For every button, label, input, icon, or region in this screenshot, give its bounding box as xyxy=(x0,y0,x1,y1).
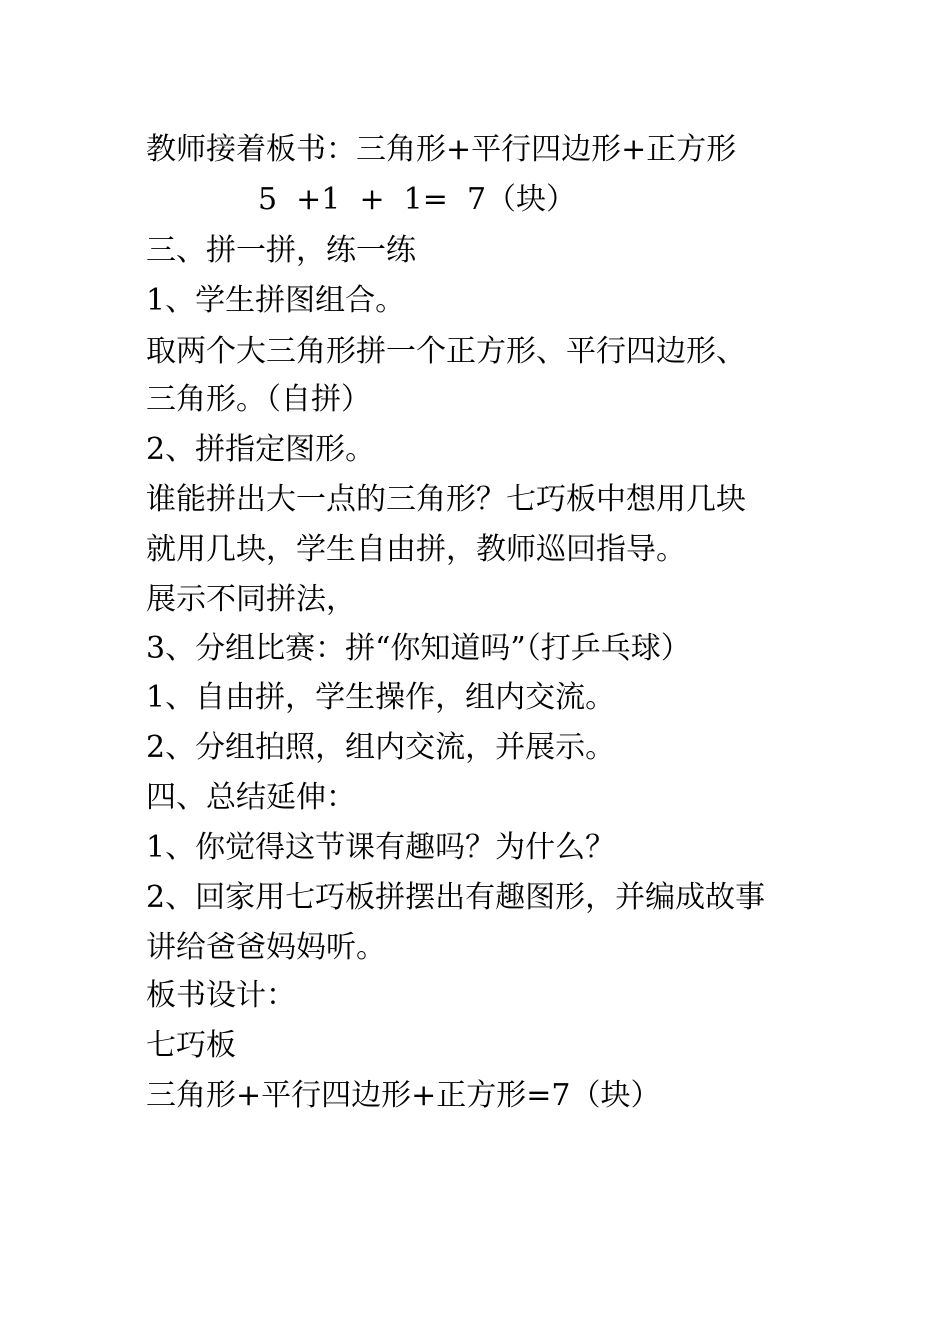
equation-line: 三角形+平行四边形+正方形=7（块） xyxy=(146,1078,661,1113)
text-line: 2、分组拍照，组内交流，并展示。 xyxy=(146,730,616,765)
text-line: 取两个大三角形拼一个正方形、平行四边形、 xyxy=(146,334,746,369)
text-line: 2、回家用七巧板拼摆出有趣图形，并编成故事 xyxy=(146,880,766,915)
text-line: 教师接着板书：三角形+平行四边形+正方形 xyxy=(146,132,737,167)
text-line: 1、自由拼，学生操作，组内交流。 xyxy=(146,680,616,715)
text-line: 谁能拼出大一点的三角形？七巧板中想用几块 xyxy=(146,482,746,517)
text-line: 三角形。（自拼） xyxy=(146,382,371,417)
section-heading: 三、拼一拼，练一练 xyxy=(146,233,416,268)
text-line: 1、学生拼图组合。 xyxy=(146,283,406,318)
text-line: 七巧板 xyxy=(146,1028,236,1063)
text-line: 展示不同拼法， xyxy=(146,582,356,617)
text-line: 讲给爸爸妈妈听。 xyxy=(146,930,386,965)
text-line: 就用几块，学生自由拼，教师巡回指导。 xyxy=(146,532,686,567)
equation-line: 5 +1 + 1= 7（块） xyxy=(258,182,577,217)
text-line: 3、分组比赛：拼“你知道吗”（打乒乓球） xyxy=(146,631,691,666)
text-line: 板书设计： xyxy=(146,978,296,1013)
section-heading: 四、总结延伸： xyxy=(146,780,356,815)
text-line: 2、拼指定图形。 xyxy=(146,432,376,467)
text-line: 1、你觉得这节课有趣吗？为什么？ xyxy=(146,830,616,865)
